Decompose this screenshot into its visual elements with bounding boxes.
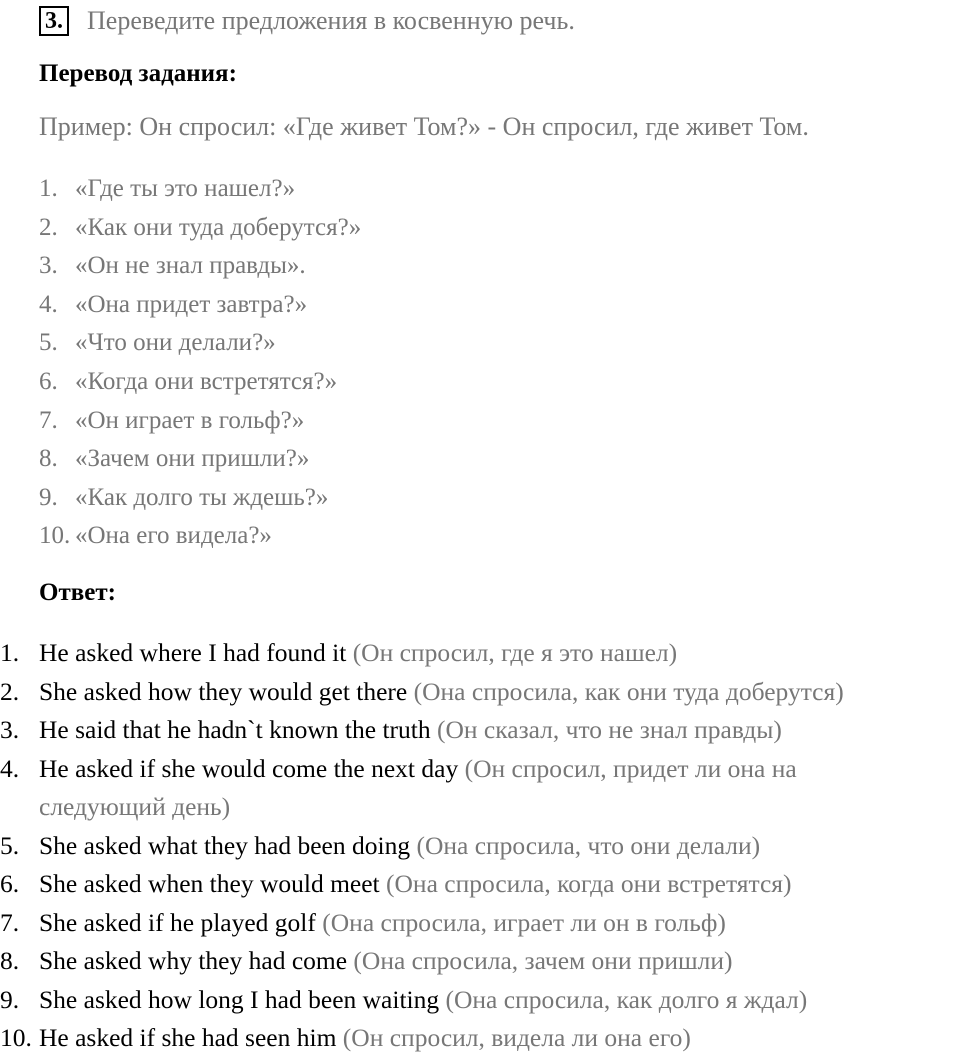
answer-russian: (Она спросила, что они делали) <box>416 830 761 860</box>
answer-russian: (Он спросил, придет ли она на следующий день) <box>39 753 797 821</box>
list-item <box>39 363 361 402</box>
answer-heading: Ответ: <box>39 579 116 606</box>
item-number: 10. <box>0 1023 32 1052</box>
answer-english: He asked if she would come the next day <box>39 753 459 783</box>
list-item <box>39 440 361 479</box>
item-text: «Она его видела?» <box>75 522 272 550</box>
item-number: 7. <box>39 406 58 434</box>
answer-list <box>0 634 960 1058</box>
translation-heading: Перевод задания: <box>39 60 237 87</box>
task-number-badge: 3. <box>39 6 69 36</box>
list-item <box>0 827 960 866</box>
item-number: 10. <box>39 522 71 550</box>
item-number: 5. <box>0 830 20 860</box>
answer-english: He asked if she had seen him <box>39 1023 337 1052</box>
task-instruction: Переведите предложения в косвенную речь. <box>87 6 575 35</box>
answer-russian: (Она спросила, зачем они пришли) <box>353 946 733 975</box>
item-number: 1. <box>0 638 20 667</box>
list-item <box>0 750 919 827</box>
item-number: 8. <box>39 445 58 473</box>
answer-russian: (Он сказал, что не знал правды) <box>437 715 782 744</box>
item-number: 9. <box>39 483 58 511</box>
item-number: 4. <box>39 290 58 318</box>
list-item <box>0 634 960 673</box>
list-item <box>39 247 361 286</box>
example-sentence: Пример: Он спросил: «Где живет Том?» - Он спросил, где живет Том. <box>39 112 809 141</box>
list-item <box>0 942 960 981</box>
item-number: 7. <box>0 907 20 937</box>
item-number: 9. <box>0 984 20 1014</box>
list-item <box>0 904 960 943</box>
item-number: 3. <box>0 715 20 744</box>
answer-english: She asked how long I had been waiting <box>39 984 440 1014</box>
answer-english: She asked when they would meet <box>39 869 380 898</box>
item-number: 5. <box>39 329 58 357</box>
list-item <box>0 711 960 750</box>
list-item <box>39 170 361 209</box>
list-item <box>39 286 361 325</box>
item-number: 6. <box>0 869 20 898</box>
item-text: «Зачем они пришли?» <box>75 445 310 473</box>
task-sentence-list <box>39 170 361 556</box>
list-item <box>39 324 361 363</box>
item-text: «Когда они встретятся?» <box>75 367 338 395</box>
answer-english: She asked what they had been doing <box>39 830 411 860</box>
answer-english: She asked why they had come <box>39 946 348 975</box>
item-text: «Как они туда доберутся?» <box>75 213 362 241</box>
answer-russian: (Он спросил, видела ли она его) <box>342 1023 691 1052</box>
answer-english: He asked where I had found it <box>39 638 347 667</box>
task-header <box>39 0 575 42</box>
item-text: «Он играет в гольф?» <box>75 406 305 434</box>
item-text: «Где ты это нашел?» <box>75 175 296 202</box>
item-number: 2. <box>0 676 20 706</box>
answer-russian: (Он спросил, где я это нашел) <box>352 638 678 667</box>
list-item <box>0 865 960 904</box>
answer-english: He said that he hadn`t known the truth <box>39 715 431 744</box>
item-number: 3. <box>39 252 58 280</box>
answer-russian: (Она спросила, как они туда доберутся) <box>413 676 844 706</box>
item-text: «Что они делали?» <box>75 329 276 357</box>
item-text: «Как долго ты ждешь?» <box>75 483 329 511</box>
answer-russian: (Она спросила, играет ли он в гольф) <box>322 907 726 937</box>
item-number: 8. <box>0 946 20 975</box>
answer-english: She asked if he played golf <box>39 907 316 937</box>
list-item <box>39 479 361 518</box>
list-item <box>39 517 361 556</box>
answer-russian: (Она спросила, как долго я ждал) <box>445 984 808 1014</box>
list-item <box>0 673 960 712</box>
list-item <box>39 402 361 441</box>
item-number: 4. <box>0 753 20 783</box>
item-number: 6. <box>39 367 58 395</box>
answer-russian: (Она спросила, когда они встретятся) <box>386 869 792 898</box>
item-number: 1. <box>39 175 58 202</box>
item-number: 2. <box>39 213 58 241</box>
list-item <box>39 209 361 248</box>
item-text: «Она придет завтра?» <box>75 290 308 318</box>
list-item <box>0 1019 960 1058</box>
list-item <box>0 981 960 1020</box>
item-text: «Он не знал правды». <box>75 252 306 280</box>
answer-english: She asked how they would get there <box>39 676 408 706</box>
